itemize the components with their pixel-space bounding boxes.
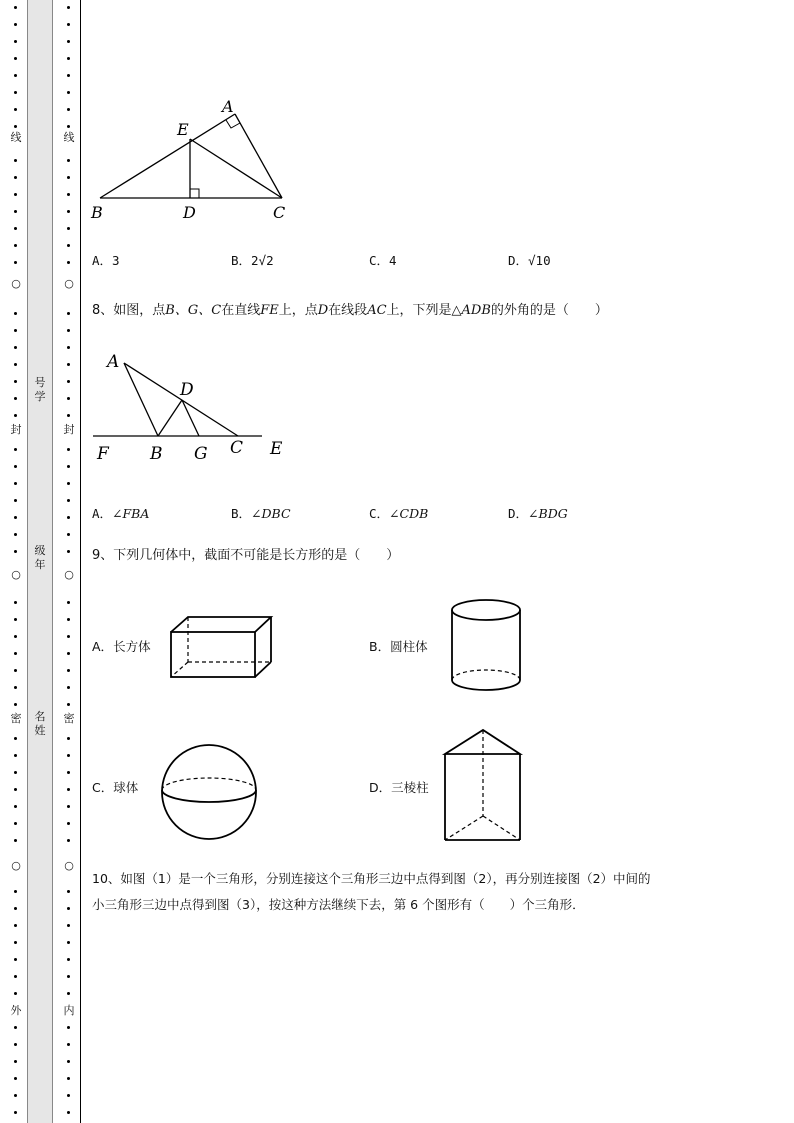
outer-dot (14, 788, 17, 791)
q7-right-angle-a (226, 120, 240, 128)
outer-dot (14, 465, 17, 468)
q7-segment-ac (235, 114, 282, 198)
outer-dot (14, 91, 17, 94)
inner-dot (67, 805, 70, 808)
q7-right-angle-d (190, 189, 199, 198)
q7-option-b-letter: B． (231, 253, 252, 268)
q7-option-b[interactable] (231, 251, 274, 269)
student-info-band (27, 0, 53, 1123)
field-student-number: 号学 (34, 376, 46, 403)
q7-label-a: A (222, 97, 234, 116)
q8-label-e: E (270, 439, 283, 459)
outer-dotted-line (9, 0, 23, 1123)
outer-dot (14, 771, 17, 774)
inner-dot (67, 703, 70, 706)
q8-line-name: FE (260, 303, 279, 318)
inner-dot (67, 669, 70, 672)
inner-dot (67, 958, 70, 961)
outer-dot (14, 1026, 17, 1029)
q10-stem-line-2: 小三角形三边中点得到图（3），按这种方法继续下去，第 6 个图形有（ ）个三角形． (92, 897, 585, 912)
q9-cuboid-figure (166, 612, 276, 682)
outer-dot (14, 40, 17, 43)
inner-dot (67, 1111, 70, 1114)
q8-text-1: 如图，点 (113, 303, 166, 318)
q8-label-f: F (97, 444, 109, 464)
margin-border-line (80, 0, 81, 1123)
outer-dot (14, 533, 17, 536)
q7-option-a[interactable] (92, 251, 120, 269)
outer-dot (14, 346, 17, 349)
q8-label-b: B (150, 444, 163, 464)
outer-dot (14, 244, 17, 247)
inner-dot (67, 822, 70, 825)
outer-dot (14, 941, 17, 944)
inner-dot (67, 754, 70, 757)
outer-dot (14, 924, 17, 927)
inner-dot (67, 23, 70, 26)
inner-dot (67, 550, 70, 553)
q9-option-a-letter: A． (92, 639, 114, 654)
q8-label-a: A (107, 352, 120, 372)
q7-label-e: E (177, 120, 189, 139)
outer-dot (14, 363, 17, 366)
outer-dot (14, 839, 17, 842)
inner-dot (67, 465, 70, 468)
inner-dot (67, 159, 70, 162)
inner-dot (67, 176, 70, 179)
outer-mark-6: 外 (10, 1004, 22, 1017)
q9-option-c-text: 球体 (113, 780, 139, 795)
inner-dot (67, 1094, 70, 1097)
outer-dot (14, 57, 17, 60)
outer-dot (14, 176, 17, 179)
outer-dot (14, 329, 17, 332)
q9-option-b[interactable] (369, 637, 428, 655)
inner-mark-4: 密 (63, 712, 75, 725)
q8-option-c-letter: C． (369, 506, 390, 521)
q9-option-d[interactable] (369, 778, 429, 796)
q9-option-c-letter: C． (92, 780, 114, 795)
q7-option-c-text: 4 (389, 253, 397, 268)
q9-option-d-text: 三棱柱 (391, 780, 429, 795)
q9-option-d-letter: D． (369, 780, 392, 795)
q7-option-c-letter: C． (369, 253, 390, 268)
binding-strip (0, 0, 82, 1123)
inner-dot (67, 210, 70, 213)
outer-dot (14, 516, 17, 519)
inner-dot (67, 907, 70, 910)
cuboid-top-edges (171, 617, 271, 632)
q8-option-d-letter: D． (508, 506, 529, 521)
q7-option-d[interactable] (508, 251, 551, 269)
inner-mark-3: ○ (62, 569, 76, 581)
outer-dot (14, 448, 17, 451)
inner-dot (67, 890, 70, 893)
outer-dot (14, 975, 17, 978)
inner-dot (67, 329, 70, 332)
inner-mark-2: 封 (63, 423, 75, 436)
inner-dot (67, 414, 70, 417)
q7-option-a-letter: A． (92, 253, 113, 268)
inner-dot (67, 737, 70, 740)
outer-dot (14, 805, 17, 808)
outer-dot (14, 380, 17, 383)
outer-dot (14, 74, 17, 77)
outer-dot (14, 618, 17, 621)
outer-dot (14, 108, 17, 111)
q8-text-2: 在直线 (221, 303, 261, 318)
outer-dot (14, 703, 17, 706)
q8-label-g: G (194, 444, 208, 464)
q7-label-d: D (183, 203, 196, 222)
outer-mark-0: 线 (10, 131, 22, 144)
q8-triangle-name: ADB (461, 303, 491, 318)
cylinder-top-ellipse (452, 600, 520, 620)
q9-option-b-letter: B． (369, 639, 391, 654)
outer-mark-1: ○ (9, 278, 23, 290)
q8-text-4: 在线段 (328, 303, 368, 318)
q8-stem (92, 299, 608, 318)
q8-option-b[interactable] (231, 504, 291, 522)
q8-option-d-text: ∠BDG (528, 506, 568, 521)
q8-option-b-text: ∠DBC (251, 506, 291, 521)
q8-option-a[interactable] (92, 504, 149, 522)
inner-dot (67, 924, 70, 927)
outer-dot (14, 159, 17, 162)
inner-dot (67, 312, 70, 315)
sphere-outline (162, 745, 256, 839)
inner-dot (67, 516, 70, 519)
outer-dot (14, 312, 17, 315)
outer-dot (14, 6, 17, 9)
inner-dot (67, 992, 70, 995)
sphere-equator-back (162, 778, 256, 790)
q9-sphere-figure (158, 742, 260, 842)
inner-dot (67, 40, 70, 43)
inner-dot (67, 771, 70, 774)
q8-option-c-text: ∠CDB (389, 506, 429, 521)
outer-dot (14, 125, 17, 128)
outer-dot (14, 227, 17, 230)
q7-option-a-text: 3 (112, 253, 120, 268)
prism-hidden-right (483, 816, 520, 840)
inner-mark-1: ○ (62, 278, 76, 290)
q9-prism-figure (440, 726, 526, 844)
inner-dot (67, 397, 70, 400)
outer-dot (14, 482, 17, 485)
outer-dot (14, 1111, 17, 1114)
inner-dot (67, 57, 70, 60)
outer-dot (14, 550, 17, 553)
inner-dot (67, 686, 70, 689)
inner-dot (67, 618, 70, 621)
prism-hidden-left (445, 816, 483, 840)
q8-segment-bd (158, 400, 182, 436)
q8-option-c[interactable] (369, 504, 428, 522)
inner-dot (67, 839, 70, 842)
inner-dot (67, 346, 70, 349)
q8-point-d: D (317, 303, 329, 318)
outer-dot (14, 822, 17, 825)
inner-dot (67, 193, 70, 196)
outer-dot (14, 193, 17, 196)
outer-dot (14, 907, 17, 910)
field-name: 名姓 (34, 710, 46, 737)
inner-dot (67, 125, 70, 128)
inner-dot (67, 601, 70, 604)
inner-dot (67, 1026, 70, 1029)
inner-dot (67, 448, 70, 451)
q9-option-c[interactable] (92, 778, 138, 796)
q7-segment-ba (100, 114, 235, 198)
outer-dot (14, 1094, 17, 1097)
outer-dot (14, 686, 17, 689)
q8-label-d: D (180, 380, 194, 400)
outer-dot (14, 635, 17, 638)
outer-dot (14, 210, 17, 213)
field-grade: 级年 (34, 544, 46, 571)
outer-dot (14, 499, 17, 502)
inner-dot (67, 533, 70, 536)
q10-stem-line-1: 10、如图（1）是一个三角形，分别连接这个三角形三边中点得到图（2），再分别连接图（2）中间的 (92, 871, 651, 886)
inner-dot (67, 788, 70, 791)
outer-dot (14, 397, 17, 400)
sphere-equator-front (162, 790, 256, 802)
outer-dot (14, 958, 17, 961)
q7-option-d-text: √10 (528, 253, 551, 268)
q8-figure (88, 346, 293, 468)
outer-mark-5: ○ (9, 860, 23, 872)
inner-dot (67, 363, 70, 366)
q9-cylinder-figure (446, 596, 526, 694)
q7-option-c[interactable] (369, 251, 397, 269)
inner-dot (67, 6, 70, 9)
cylinder-bottom-back (452, 670, 520, 680)
q8-option-a-letter: A． (92, 506, 113, 521)
inner-dot (67, 1043, 70, 1046)
outer-dot (14, 652, 17, 655)
inner-dot (67, 261, 70, 264)
inner-dot (67, 1077, 70, 1080)
q7-figure (88, 92, 298, 227)
q8-points: B、G、C (165, 303, 222, 318)
cuboid-front-face (171, 632, 255, 677)
inner-dot (67, 941, 70, 944)
outer-dot (14, 1043, 17, 1046)
q9-option-b-text: 圆柱体 (390, 639, 428, 654)
inner-dot (67, 74, 70, 77)
q7-label-c: C (273, 203, 286, 222)
inner-mark-5: ○ (62, 860, 76, 872)
inner-dot (67, 499, 70, 502)
outer-mark-4: 密 (10, 712, 22, 725)
inner-dot (67, 482, 70, 485)
inner-dot (67, 635, 70, 638)
inner-dot (67, 227, 70, 230)
q9-stem: 9、下列几何体中，截面不可能是长方形的是（ ） (92, 548, 400, 563)
inner-mark-6: 内 (63, 1004, 75, 1017)
q8-text-5: 上，下列是△ (386, 303, 462, 318)
outer-dot (14, 601, 17, 604)
outer-dot (14, 414, 17, 417)
outer-dot (14, 754, 17, 757)
inner-dot (67, 975, 70, 978)
q7-segment-ec (190, 139, 282, 198)
outer-dot (14, 261, 17, 264)
outer-dot (14, 737, 17, 740)
outer-dot (14, 1060, 17, 1063)
q8-label-c: C (230, 438, 244, 458)
cuboid-back-bottom-right (255, 662, 271, 677)
inner-dot (67, 380, 70, 383)
inner-mark-0: 线 (63, 131, 75, 144)
outer-mark-2: 封 (10, 423, 22, 436)
q7-option-d-letter: D． (508, 253, 529, 268)
q8-number: 8、 (92, 303, 114, 318)
q8-text-3: 上，点 (278, 303, 318, 318)
outer-dot (14, 992, 17, 995)
q8-option-d[interactable] (508, 504, 568, 522)
inner-dot (67, 652, 70, 655)
q9-option-a-text: 长方体 (113, 639, 151, 654)
q7-label-b: B (91, 203, 103, 222)
q8-option-a-text: ∠FBA (112, 506, 150, 521)
q8-segment-name: AC (367, 303, 387, 318)
outer-dot (14, 23, 17, 26)
inner-dot (67, 108, 70, 111)
inner-dot (67, 91, 70, 94)
inner-dotted-line (62, 0, 76, 1123)
q9-option-a[interactable] (92, 637, 151, 655)
inner-dot (67, 244, 70, 247)
q7-option-b-text: 2√2 (251, 253, 274, 268)
q8-option-b-letter: B． (231, 506, 252, 521)
cuboid-hidden-diagonal (171, 662, 188, 677)
cylinder-bottom-front (452, 680, 520, 690)
outer-dot (14, 669, 17, 672)
inner-dot (67, 1060, 70, 1063)
outer-dot (14, 1077, 17, 1080)
outer-dot (14, 890, 17, 893)
q8-text-6: 的外角的是（ ） (490, 303, 608, 318)
outer-mark-3: ○ (9, 569, 23, 581)
